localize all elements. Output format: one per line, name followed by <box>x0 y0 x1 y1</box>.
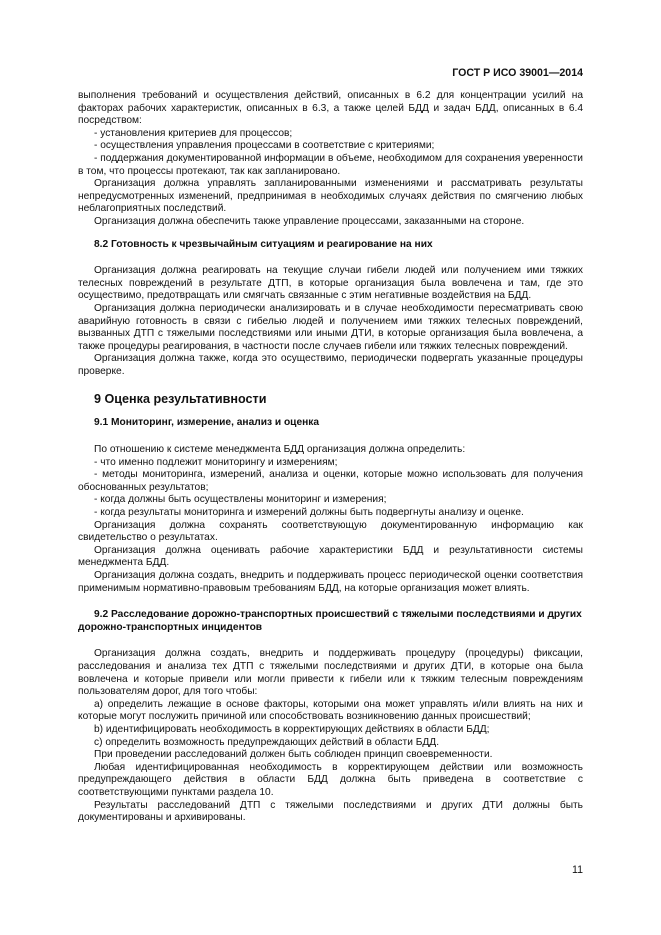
section-heading-9-2: 9.2 Расследование дорожно-транспортных происшествий с тяжелыми последствиями и других дорожно-транспортных инцидентов <box>78 609 582 633</box>
list-item: - что именно подлежит мониторингу и измерениям; <box>94 456 338 468</box>
list-item: - методы мониторинга, измерений, анализа и оценки, которые можно использовать для получения обоснованных результатов; <box>78 469 583 493</box>
document-header: ГОСТ Р ИСО 39001—2014 <box>452 67 583 79</box>
list-item: b) идентифицировать необходимость в корректирующих действиях в области БДД; <box>94 723 490 735</box>
section-heading-9-1: 9.1 Мониторинг, измерение, анализ и оценка <box>94 417 320 429</box>
list-item: c) определить возможность предупреждающих действий в области БДД. <box>94 736 440 748</box>
paragraph: Организация должна создать, внедрить и поддерживать процедуру (процедуры) фиксации, расследования и анализа тех ДТП с тяжелыми последствиями и других ДТИ, в которые она была вовлечена и которые привели или могли привести к гибели или к тяжким телесным повреждениям пользователям дорог, для того чтобы: <box>78 648 583 698</box>
list-item: - когда результаты мониторинга и измерений должны быть подвергнуты анализу и оценке. <box>94 507 524 519</box>
paragraph: Любая идентифицированная необходимость в корректирующем действии или возможность предупреждающего действия в области БДД должна быть приведена в соответствие с соответствующими пунктами раздела 10. <box>78 761 583 798</box>
list-item: - установления критериев для процессов; <box>94 127 293 139</box>
paragraph: Организация должна создать, внедрить и поддерживать процесс периодической оценки соответствия применимым нормативно-правовым требованиям БДД, на которые организация может влиять. <box>78 570 583 594</box>
paragraph: Организация должна обеспечить также управление процессами, заказанными на стороне. <box>94 215 525 227</box>
section-heading-9: 9 Оценка результативности <box>94 392 267 407</box>
page-number: 11 <box>572 864 583 876</box>
paragraph: Организация должна сохранять соответствующую документированную информацию как свидетельство о результатах. <box>78 519 583 544</box>
list-item: - когда должны быть осуществлены мониторинг и измерения; <box>94 494 387 506</box>
paragraph: По отношению к системе менеджмента БДД организация должна определить: <box>94 444 466 456</box>
paragraph: Организация должна также, когда это осуществимо, периодически подвергать указанные процедуры проверке. <box>78 353 583 377</box>
paragraph: Организация должна периодически анализировать и в случае необходимости пересматривать свою аварийную готовность в связи с гибелью людей и получением ими тяжких телесных повреждений, вызванных ДТП с тяжелыми последствиями или иными ДТИ, в которые организация была вовлечена, а также процедуры реагирования, в частности после случаев гибели или тяжких телесных повреждений. <box>78 302 583 352</box>
paragraph: Организация должна оценивать рабочие характеристики БДД и результативности системы менеджмента БДД. <box>78 544 583 569</box>
document-body <box>78 90 583 825</box>
paragraph: При проведении расследований должен быть соблюден принцип своевременности. <box>94 749 493 761</box>
paragraph: выполнения требований и осуществления действий, описанных в 6.2 для концентрации усилий на факторах рабочих характеристик, описанных в 6.3, а также целей БДД и задач БДД, описанных в 6.4 посредством: <box>78 90 583 127</box>
paragraph: Результаты расследований ДТП с тяжелыми последствиями и других ДТИ должны быть документированы и архивированы. <box>78 799 583 824</box>
list-item: - осуществления управления процессами в соответствие с критериями; <box>94 140 435 152</box>
paragraph: Организация должна управлять запланированными изменениями и рассматривать результаты непредусмотренных изменений, предпринимая в необходимых случаях действия по смягчению любых неблагоприятных последствий. <box>78 178 583 215</box>
section-heading-8-2: 8.2 Готовность к чрезвычайным ситуациям и реагирование на них <box>94 238 433 250</box>
list-item: a) определить лежащие в основе факторы, которыми она может управлять и/или влиять на них и которые могут послужить причиной или способствовать возникновению данных происшествий; <box>78 698 583 723</box>
paragraph: Организация должна реагировать на текущие случаи гибели людей или получением ими тяжких телесных повреждений в результате ДТП, в которые организация была вовлечена и там, где это осуществимо, предотвращать или смягчать связанные с этим негативные воздействия на БДД. <box>78 265 583 302</box>
list-item: - поддержания документированной информации в объеме, необходимом для сохранения уверенности в том, что процессы протекают, так как запланировано. <box>78 152 583 177</box>
